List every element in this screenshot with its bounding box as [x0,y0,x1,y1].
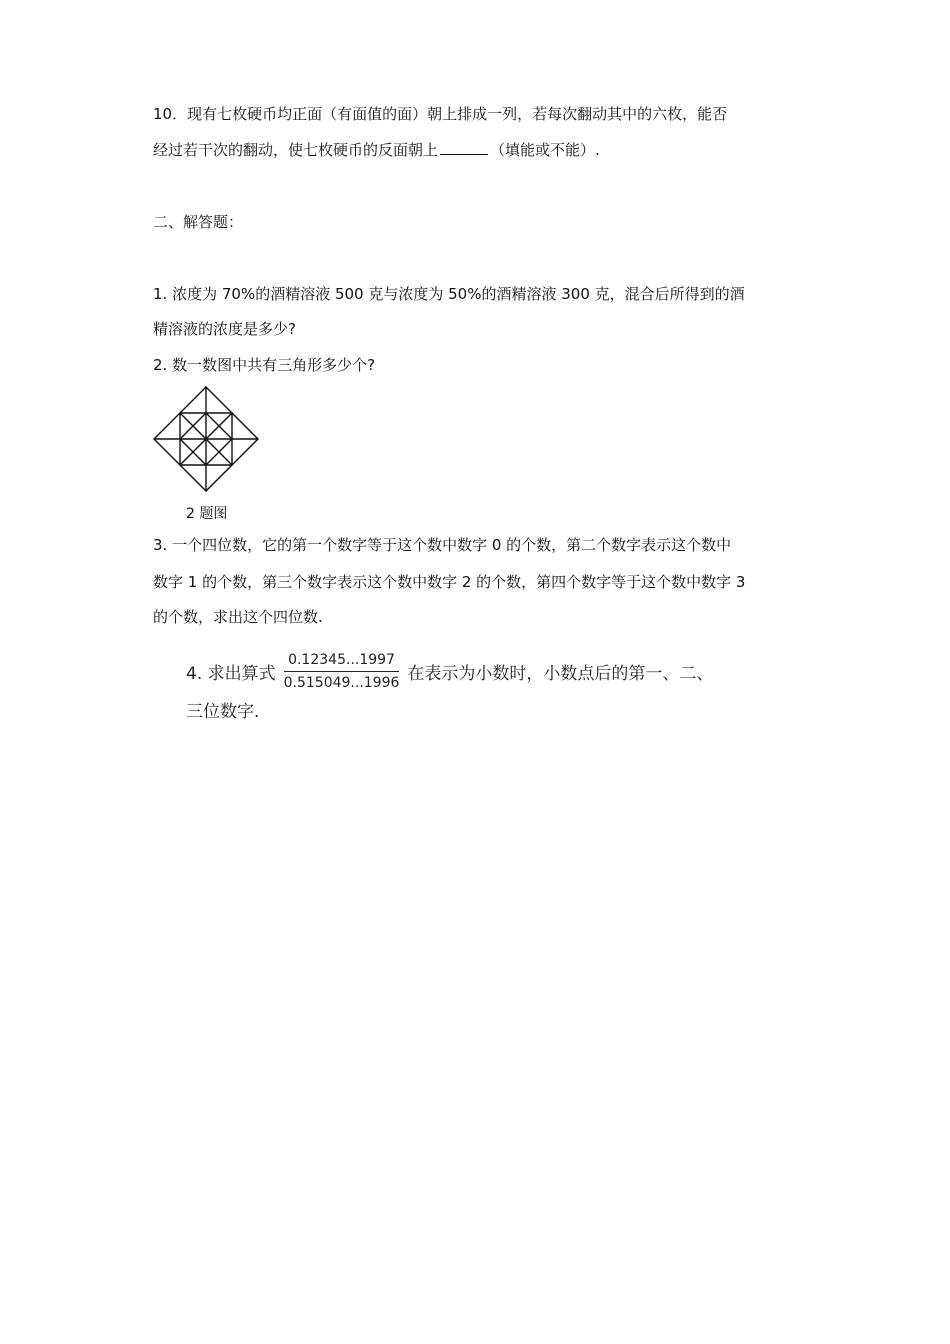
q10-answer-blank [440,140,488,155]
q4-prefix: 4. 求出算式 [186,663,276,684]
section-heading: 二、解答题： [153,213,244,231]
q3-line-3: 的个数，求出这个四位数. [153,608,323,626]
q3-line-1: 3. 一个四位数，它的第一个数字等于这个数中数字 0 的个数，第二个数字表示这个数中 [153,536,732,554]
q2-text: 2. 数一数图中共有三角形多少个? [153,356,376,374]
triangle-diagram [152,385,260,493]
q3-line-2: 数字 1 的个数，第三个数字表示这个数中数字 2 的个数，第四个数字等于这个数中数字 3 [153,573,746,591]
q10-line-2-before: 经过若干次的翻动，使七枚硬币的反面朝上 [153,141,439,159]
q10-line-1: 10．现有七枚硬币均正面（有面值的面）朝上排成一列，若每次翻动其中的六枚，能否 [153,105,728,123]
q4-denominator: 0.515049...1996 [283,674,400,691]
figure-caption: 2 题图 [186,506,228,522]
q1-line-2: 精溶液的浓度是多少? [153,320,296,338]
q10-line-2 [153,140,600,160]
q4-line-2: 三位数字. [186,702,260,722]
q4-line-1 [186,648,713,694]
q10-line-2-after: （填能或不能）. [490,141,600,159]
q4-numerator: 0.12345...1997 [284,651,399,672]
q4-fraction [280,651,404,692]
q1-line-1: 1. 浓度为 70%的酒精溶液 500 克与浓度为 50%的酒精溶液 300 克，混合后所得到的酒 [153,285,745,303]
q4-suffix: 在表示为小数时，小数点后的第一、二、 [407,663,714,684]
